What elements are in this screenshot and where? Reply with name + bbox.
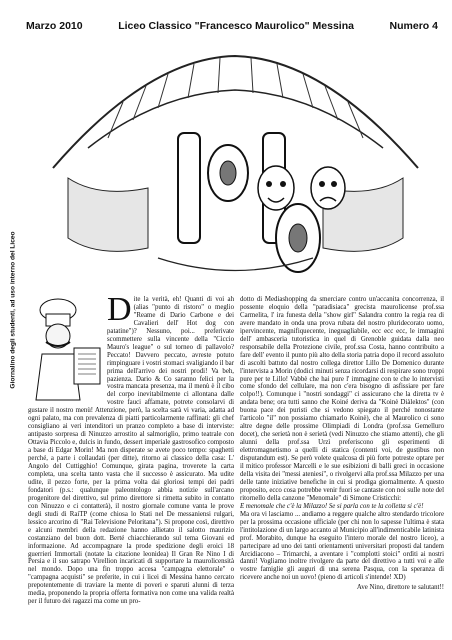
article-right-column [240,296,444,636]
article-closing: Ma ora vi lasciamo ... andiamo a reggere qualche altro stendardo tricolore per la prossima occasione ufficiale (per chi non lo sapesse l'ultima è stata l'intitolazione di un largo accanto al Municipio all'indimenticabile latinista prof. Morabito, dunque ha eseguito l'intero morale del nostro liceo), a partecipare ad uno dei tanti orientamenti universitari proposti dal tandem Arcidiacono – Trimarchi, a aventare i "complotti stoici" ordìti ai nostri danni! Vogliamo inoltre rivolgere da parte del direttivo a tutti voi e alle vostre famiglie gli auguri di una serena Pasqua, con la speranza di ricevere anche noi un uovo! (pieno di articoli s'intende! XD) [240,510,444,582]
chef-illustration [28,296,104,402]
school-name: Liceo Classico "Francesco Maurolico" Messina [118,20,354,32]
dropcap-letter: D [107,296,132,328]
issue-number: Numero 4 [389,20,438,32]
article-intro: ite la verità, eh! Quanti di voi ah (alias "punto di ristoro" o meglio "Reame di Dario Carbone e dei Cavalieri dell' Hot dog con patatine")? Nessuno, poi... preferivate scommettere sulla vincente della "Ciccio Mauro's league" o sul torneo di pallavolo? Peccato! Davvero peccato, avreste potuto rimpinguare i vostri stomaci svaligiando il bar prima dell'arrivo dei nostri prodi! Va beh, pazienza. [107,296,234,383]
sidebar-tagline [6,60,20,560]
issue-date: Marzo 2010 [26,20,83,32]
article-body-left: Dario & Co saranno felici per la vostra mancata presenza, ma il menù è il cibo del corpo inevitabilmente ci allontana dalle vostre fauci affamate, potrete consolarvi di gustare il nostro menù! Attenzione, però, la scelta sarà vi varia, adatta ad ogni palato, ma con prevalenza di piatti particolarmente raffinati: gli chef consigliano ai veri intenditori un pranzo completo a base di interviste: antipasto sorpresa di Ninuzzo arrostito al salmoriglio, primo teatrale con Ottavia Piccolo e, dulcis in fundo, dessert imperiale gastrosofico composto a base di Edgar Morin! Ma non disperate se avete poco tempo: spaghetti perché, a parte i collaudati (per ditte), ritorno ai classico della casa: L' Angolo del Cuttigghio! Comunque, girata pagina, troverete la carta completa, una scelta tanto vasta che il successo è assicurato. Ma udite udite, il pezzo forte, per la prima volta dai gloriosi tempi dei padri fondatori (p.s.: qualunque paleontologo abbia notizie sull'arcano progenitore del direttivo, sul primo direttore si rimetta subito in contatto con Ninuzzo e ci contatterà), il nostro giornale comune vanta le prove degli studi di RaiTP (come chiosa lo Stati nel De messaniensi rulgari, lessico arcorino di "Rai Televisione Peloritana"). Si propone così, direttivo e alcuni membri della redazione hanno allietato il salotto maurizio costanziano del buon dott. Berté chiacchierando sul tema Giovani ed informazione. Ad accompagnare la prode spedizione degli eroici 18 guerrieri Immortali (notate la citazione leonidea) Il Gran Re Nino I di Persia e il suo satrapo Virellion incaricati di supportare la maurolicensità nel mondo. Dopo una fin troppo accesa "campagna elettorale" o "campagna acquisti" se preferite, in cui i licei di Messina hanno cercato prepotentemente di traviare la mente di poveri e sparuti alunni di terza media, proponendo la propria offerta formativa non come una valida realtà per il futuro dei ragazzi ma come un pro- [28,375,234,606]
song-lyric: E menomale che c'è la Milazzo! Se si parla con te la colletta si c'è! [240,502,424,510]
article-body-right: dotto di Mediashopping da smerciare contro un'accanita concorrenza, il possente eloquio della "paradisiaca" grecista maurolicense prof.ssa Carmelita, l' ira funesta della "show girl" Salandra contro la regia rea di avere mandato in onda una prova rubata del nostro pluridecorato uomo, ipervincente, magnifiquecente, ineguagliabile, ecc ecc ecc, le immagini dell' ambasceria tutoristica in quel di Grenoble guidata dalla neo responsabile della Protezione civile, prof.ssa Costa, hanno contribuito a fare dell' evento il punto più alto della storia patria dopo il record assoluto di ascolti battuto dal nostro collega direttor Lillo De Domenico durante l'intervista a Morin (dodici minuti senza ricordarsi di respirare sono troppi pure per te Lillo! Vabbè che hai pure l' immagine con te che lo intervisti come sfondo del cellulare, ma non c'era bisogno di asfissiare per fare colpo!!). Comunque i "nostri sondaggi" ci assicurano che la diretta tv è andata bene; ora tutti sanno che Koiné deriva da "Koinè Diàlektos" (con buona pace dei puristi che si vedono spiegato il perché nonostante l'articolo "il" non possiamo chiamarlo Koinè), che al Maurolico ci sono altre degne delle prossime Olimpiadi di Londra (prof.ssa Gemelluro docet), che serietà non è serietà (vedi Ninuzzo che stiamo attenti), che gli alunni della prof.ssa Urzì preferiscono gli esperimenti di elettromagnetismo a quelli di statica (contenti voi, de gustibus non disputandum est). Se però volete qualcosa di più forte potreste optare per il mitico professor Marcelli e le sue esibizioni di balli greci in occasione della visita dei "messi ateniesi", o rivolgervi alla prof.ssa Milazzo per una delle tante iniziative benefiche in cui si prodiga giornalmente. A questo proposito, ecco cosa potrebbe venir fuori se cantaste con noi sulle note del ritornello della canzone "Menomale" di Simone Cristicchi: [240,296,444,502]
masthead [26,20,438,32]
article-left-column [28,296,234,636]
tagline-text: Giornalino degli studenti, ad uso interno del Liceo [9,231,17,389]
cover-illustration [28,38,443,288]
signature: Ave Nino, direttore te salutant!! [356,584,444,592]
